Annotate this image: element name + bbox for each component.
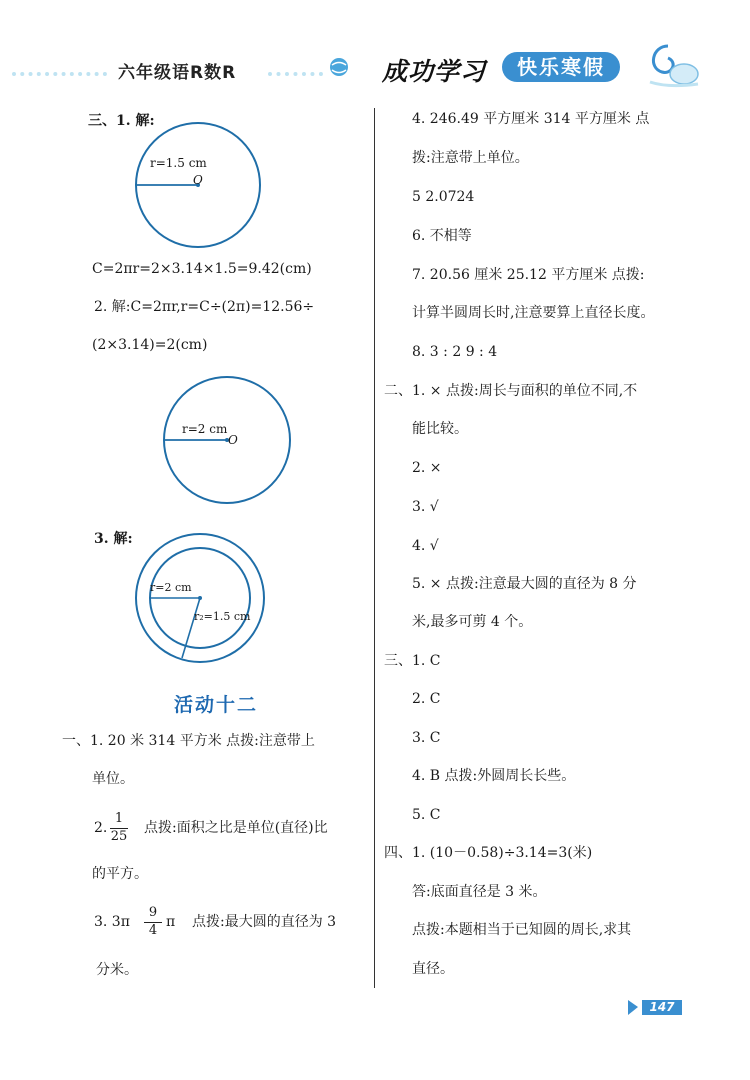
right-s4-hint-line1: 点拨:本题相当于已知圆的周长,求其 [412,922,632,938]
radius-label: r=2 cm [182,422,228,436]
right-s4-hint-line2: 直径。 [412,961,454,977]
right-s2-q5-line2: 米,最多可剪 4 个。 [412,614,533,630]
right-s3-q3: 3. C [412,730,441,746]
circle-figure-2 [160,375,300,511]
right-q5: 5 2.0724 [412,189,475,205]
page-number: 147 [642,1000,682,1015]
right-s2-q1-line1: 二、1. × 点拨:周长与面积的单位不同,不 [384,383,638,399]
left-s3-q2-line2: (2×3.14)=2(cm) [92,337,208,353]
center-label: O [228,433,238,447]
right-q8: 8. 3 : 2 9 : 4 [412,344,498,360]
annulus-figure [130,528,270,668]
circle-figure-1 [130,120,270,260]
left-s3-q2-line1: 2. 解:C=2πr,r=C÷(2π)=12.56÷ [94,299,315,315]
outer-radius-label: r₂=1.5 cm [194,610,251,623]
right-q6: 6. 不相等 [412,228,472,244]
activity-title: 活动十二 [174,694,259,716]
right-s4-q1: 四、1. (10－0.58)÷3.14=3(米) [384,845,593,861]
right-s4-answer: 答:底面直径是 3 米。 [412,884,547,900]
radius-label: r=1.5 cm [150,156,207,170]
center-label: O [193,173,203,187]
right-q4-line2: 拨:注意带上单位。 [412,150,529,166]
left-a1-q3-pi: π [166,914,176,930]
right-s2-q4: 4. √ [412,538,439,554]
center-point [198,596,202,600]
right-s2-q3: 3. √ [412,499,439,515]
left-a1-q2-line2: 的平方。 [92,866,148,882]
globe-icon [328,56,350,78]
column-divider [374,108,375,988]
left-a1-q1-line1: 一、1. 20 米 314 平方米 点拨:注意带上 [62,733,315,749]
left-s3-q1-formula: C=2πr=2×3.14×1.5=9.42(cm) [92,261,312,277]
right-s3-q4: 4. B 点拨:外圆周长长些。 [412,768,576,784]
header-dotted-line-middle [268,72,323,76]
left-a1-q2-text: 点拨:面积之比是单位(直径)比 [144,820,328,836]
header-dotted-line-left [12,72,107,76]
page-arrow-icon [628,1000,638,1015]
left-a1-q3-prefix: 3. 3π [94,914,130,930]
right-s2-q1-line2: 能比较。 [412,421,468,437]
right-q4-line1: 4. 246.49 平方厘米 314 平方厘米 点 [412,111,650,127]
header-badge: 快乐寒假 [502,52,620,82]
outer-radius-line [182,598,200,658]
right-s3-q1: 三、1. C [384,653,441,669]
left-a1-q3-text: 点拨:最大圆的直径为 3 [192,914,337,930]
left-a1-q1-line2: 单位。 [92,771,134,787]
decorative-swirl-icon [638,38,708,93]
left-s3-q3-label: 3. 解: [94,531,133,547]
right-s3-q5: 5. C [412,807,441,823]
fraction-denominator: 4 [148,923,158,938]
left-s3-q1-label: 三、1. 解: [88,113,155,129]
right-q7-line1: 7. 20.56 厘米 25.12 平方厘米 点拨: [412,267,645,283]
left-a1-q3-line2: 分米。 [96,962,138,978]
left-a1-q2-num: 2. [94,820,108,836]
right-s2-q5-line1: 5. × 点拨:注意最大圆的直径为 8 分 [412,576,637,592]
right-q7-line2: 计算半圆周长时,注意要算上直径长度。 [412,305,655,321]
right-s2-q2: 2. × [412,460,442,476]
header-series-title: 成功学习 [382,57,487,86]
header-grade-label: 六年级语R数R [118,63,237,83]
fraction-numerator: 1 [114,811,124,826]
inner-radius-label: r=2 cm [150,581,192,594]
right-s3-q2: 2. C [412,691,441,707]
fraction-numerator: 9 [148,905,158,920]
fraction-denominator: 25 [110,829,128,844]
